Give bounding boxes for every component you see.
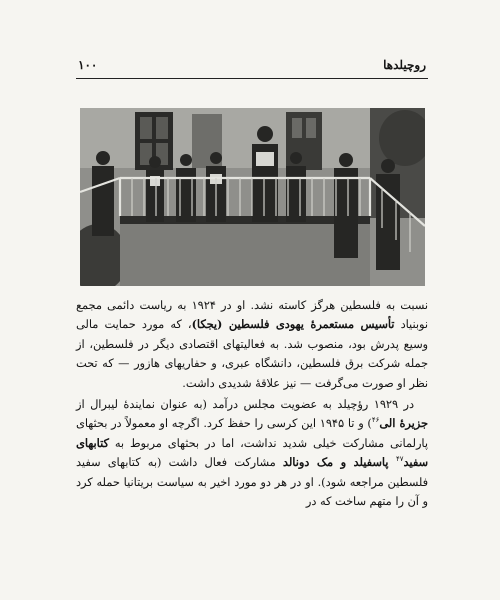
p2-bold-3: پاسفیلد و مک دونالد: [282, 455, 396, 470]
p1-text-1: نسبت به فلسطین هرگز کاسته نشد. او در ۱۹۲۴ به ریاست دائمی مجمع نوبنیاد: [76, 299, 428, 332]
p2-text-1: در ۱۹۲۹ رؤچیلد به عضویت مجلس درآمد (به عنوان نمایندهٔ لیبرال از: [76, 398, 415, 412]
p1-text-2: ، که مورد حمایت مالی وسیع پدرش بود، منصوب شد. به فعالیتهای اقتصادی دیگر در فلسطین، از جمله شرکت برق فلسطین، دانشگاه عبری، و حفاریهای هازور — که تحت نظر او صورت می‌گرفت — نیز علاقهٔ شدیدی داشت.: [76, 318, 428, 390]
body-text: [76, 296, 428, 511]
p2-bold-1: جزیرهٔ الی: [379, 416, 428, 431]
paragraph-2: [76, 395, 428, 511]
paragraph-1: [76, 296, 428, 393]
running-title: روچیلدها: [383, 58, 426, 72]
p1-bold-1: تأسیس مستعمرهٔ یهودی فلسطین (یجکا): [191, 317, 395, 332]
footnote-ref-47: ۴۷: [395, 455, 404, 464]
p2-text-3: مشارکت فعال داشت (به کتابهای سفید فلسطین مراجعه شود). او در هر دو مورد اخیر به سیاست بریتانیا حمله کرد و آن را متهم ساخت که در: [76, 456, 428, 509]
running-header: [76, 56, 428, 79]
historical-photo: [80, 108, 425, 286]
p2-text-2: ) و تا ۱۹۴۵ این کرسی را حفظ کرد. اگرچه او معمولاً در بحثهای پارلمانی مشارکت خیلی شدید نداشت، اما در بحثهای مربوط به: [76, 417, 428, 450]
p2-bold-2: کتابهای سفید: [76, 435, 429, 470]
page-number: ۱۰۰: [78, 58, 98, 72]
footnote-ref-46: ۴۶: [371, 416, 380, 425]
